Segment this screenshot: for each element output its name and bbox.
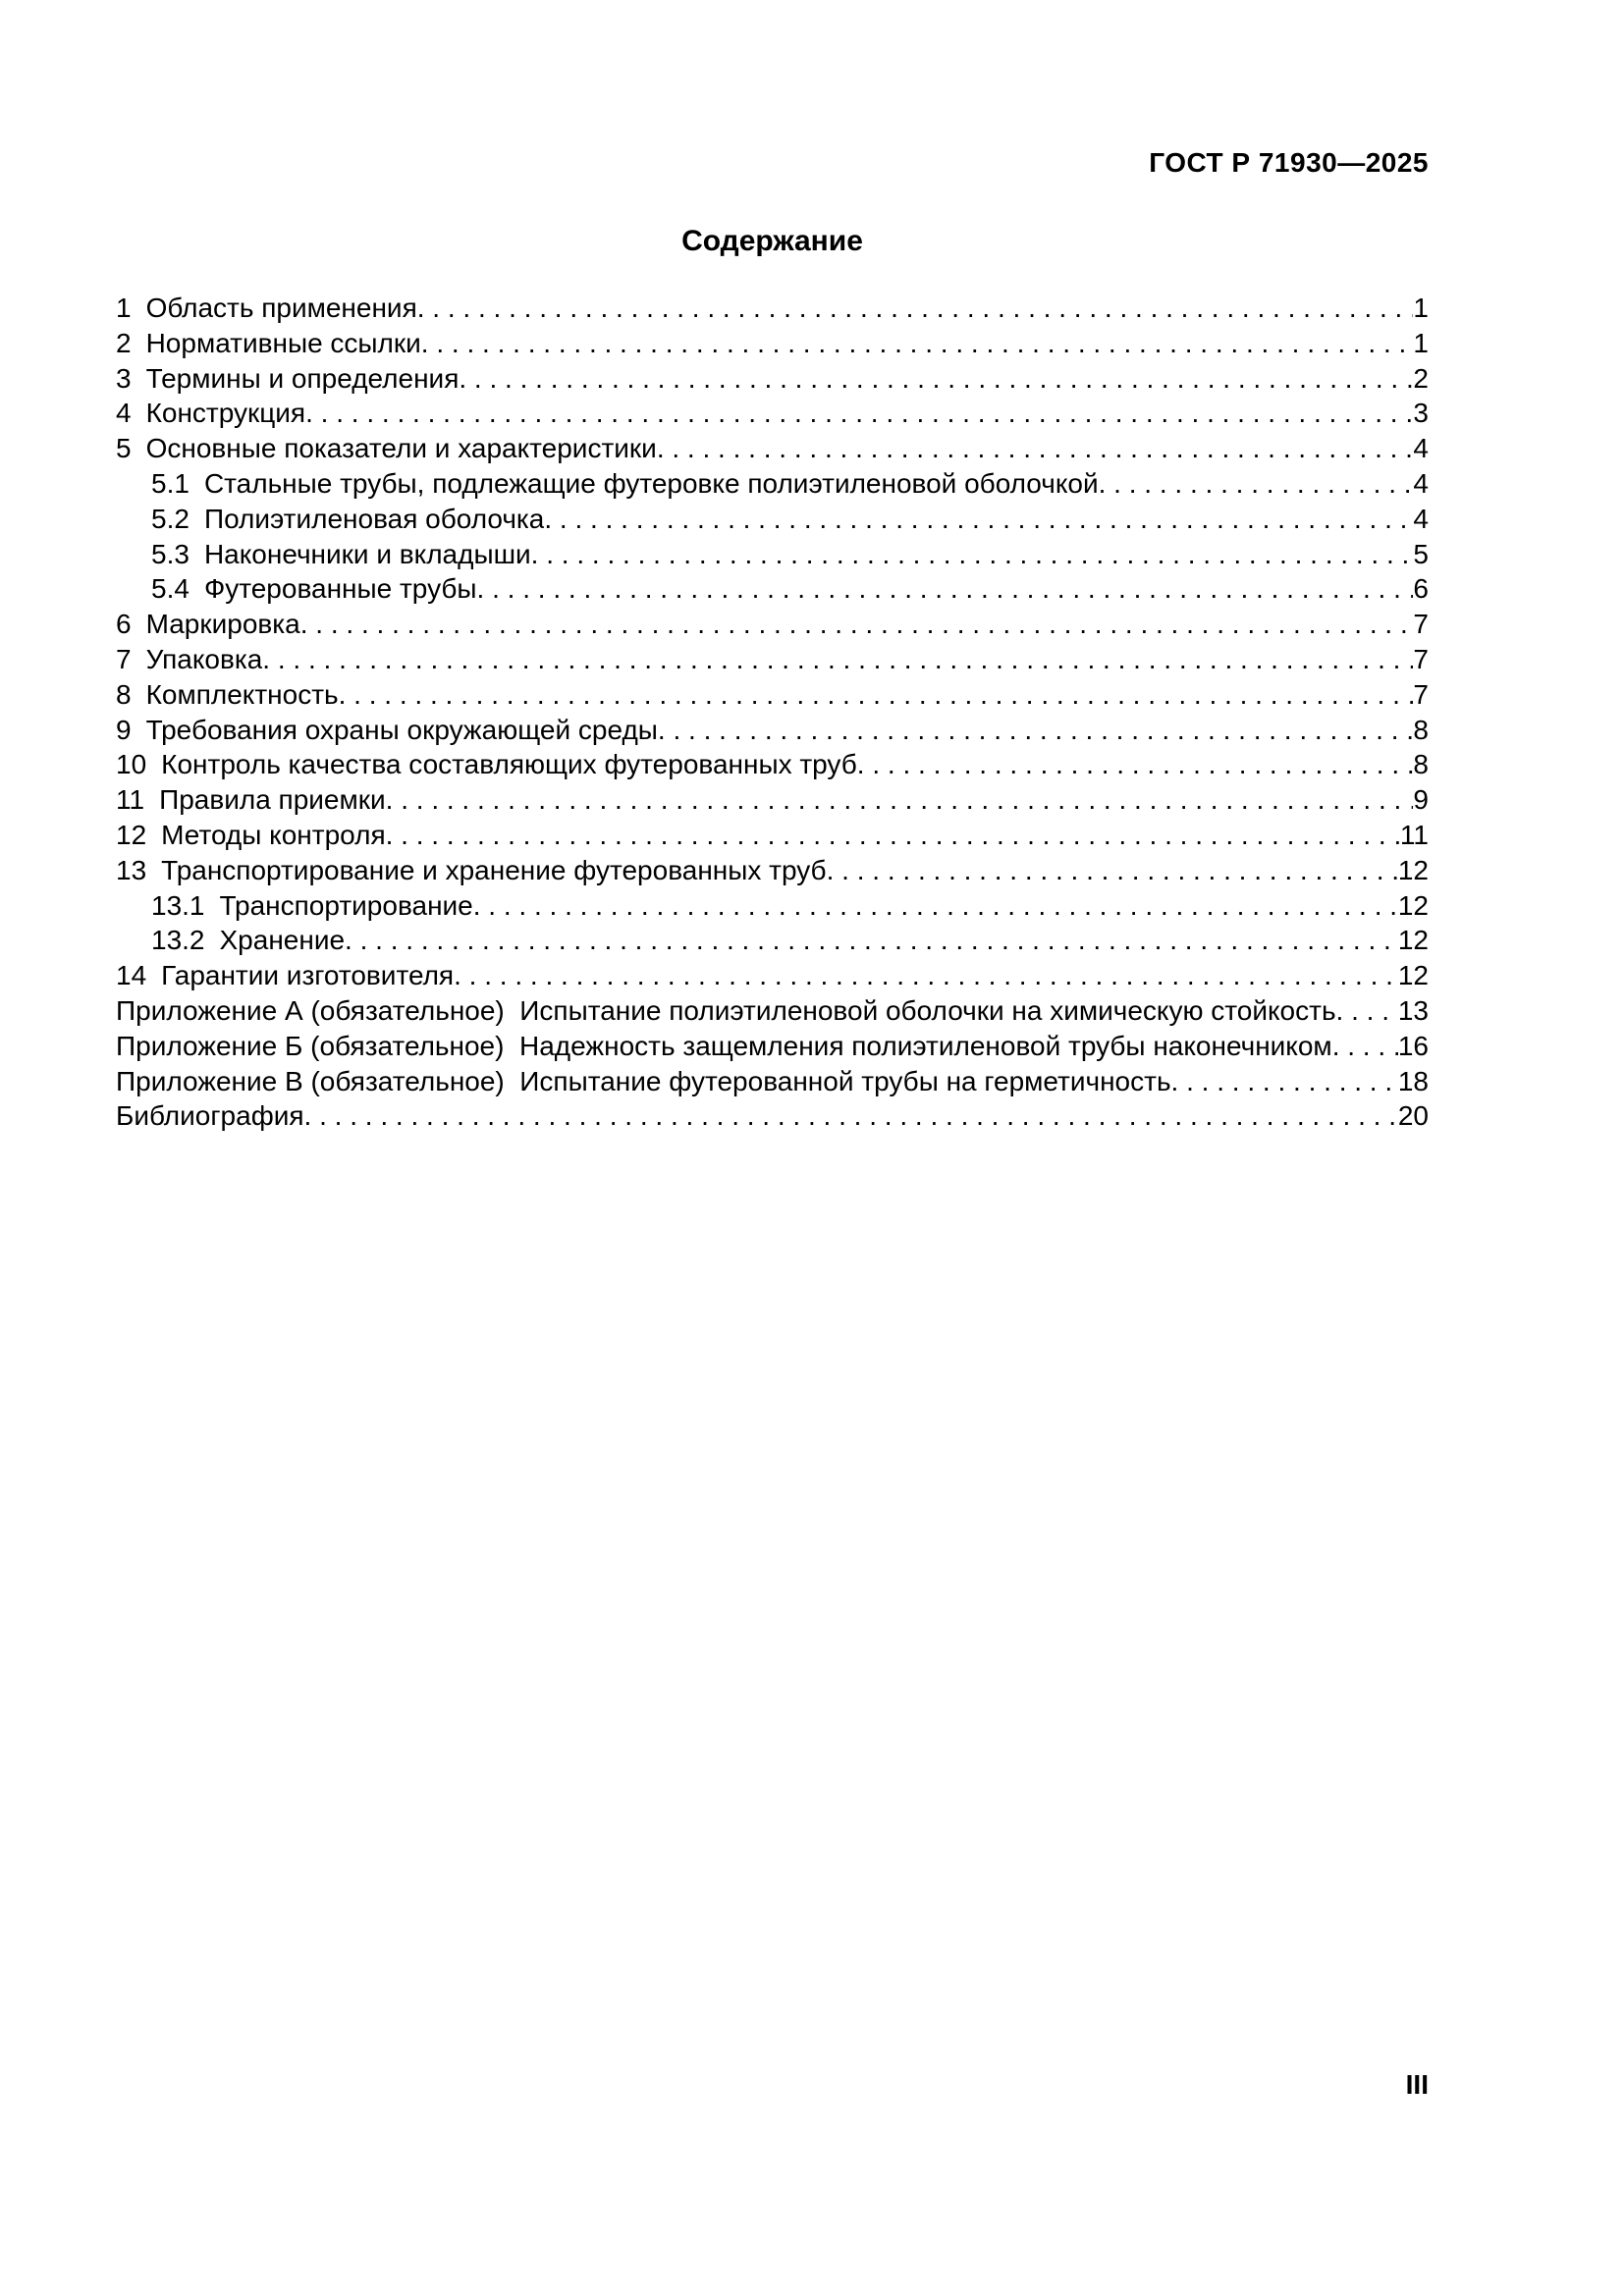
dot-leader	[459, 361, 1413, 397]
toc-entry-number: 5.4	[151, 573, 189, 605]
toc-entry	[116, 466, 1429, 502]
toc-entry-number: 6	[116, 609, 132, 640]
toc-entry	[116, 537, 1429, 572]
toc-entry-number: 1	[116, 293, 132, 323]
toc-entry-label: Термины и определения	[145, 362, 460, 394]
toc-entry-label: Приложение В (обязательное) Испытание футерованной трубы на герметичность	[116, 1065, 1171, 1096]
dot-leader	[386, 818, 1400, 853]
toc-entry-number: 10	[116, 749, 147, 780]
dot-leader	[304, 1098, 1398, 1134]
toc-entry-number: 9	[116, 714, 132, 745]
toc-entry-page: 6	[1413, 573, 1429, 605]
toc-entry-page: 4	[1413, 503, 1429, 534]
toc-entry-label: Хранение	[219, 925, 346, 956]
toc-entry-number: 5.1	[151, 467, 189, 499]
toc-entry	[116, 677, 1429, 713]
toc-entry-label: Контроль качества составляющих футерованных труб	[161, 749, 857, 780]
toc-entry-label: Транспортирование и хранение футерованных труб	[161, 854, 827, 885]
toc-entry-page: 8	[1413, 749, 1429, 780]
toc-entry-label: Правила приемки	[159, 784, 386, 816]
dot-leader	[477, 571, 1414, 607]
toc-entry-label: Требования охраны окружающей среды	[145, 714, 658, 745]
dot-leader	[827, 853, 1398, 888]
toc-entry-page: 1	[1413, 293, 1429, 323]
toc-entry-page: 12	[1397, 960, 1429, 991]
dot-leader	[857, 747, 1414, 782]
toc-entry-number: 8	[116, 678, 132, 710]
dot-leader	[544, 502, 1413, 537]
toc-entry-label: Упаковка	[145, 643, 263, 674]
toc-entry-label: Конструкция	[145, 398, 306, 429]
toc-entry-number: 3	[116, 362, 132, 394]
toc-entry	[116, 396, 1429, 431]
toc-entry-page: 13	[1397, 994, 1429, 1026]
toc-entry-number: 7	[116, 643, 132, 674]
toc-entry	[116, 326, 1429, 361]
toc-entry-page: 12	[1397, 889, 1429, 921]
toc-entry-number: 5	[116, 433, 132, 464]
toc-entry-label: Гарантии изготовителя	[161, 960, 455, 991]
toc-entry	[116, 713, 1429, 748]
toc-entry-page: 4	[1413, 433, 1429, 464]
toc-entry-page: 3	[1413, 398, 1429, 429]
toc-entry	[116, 431, 1429, 466]
dot-leader	[1336, 993, 1398, 1029]
toc-entry-label: Стальные трубы, подлежащие футеровке полиэтиленовой оболочкой	[203, 467, 1099, 499]
toc-entry	[116, 888, 1429, 924]
toc-entry	[116, 993, 1429, 1029]
toc-entry	[116, 291, 1429, 326]
toc-entry	[116, 853, 1429, 888]
toc-entry-label: Комплектность	[145, 678, 339, 710]
toc-entry-label: Футерованные трубы	[203, 573, 477, 605]
toc-entry-label: Библиография	[116, 1100, 304, 1132]
toc-entry-page: 18	[1397, 1065, 1429, 1096]
toc-entry-number: 4	[116, 398, 132, 429]
toc-entry	[116, 1064, 1429, 1099]
toc-entry	[116, 642, 1429, 677]
dot-leader	[473, 888, 1398, 924]
toc-entry-page: 11	[1399, 819, 1429, 850]
toc-entry-label: Нормативные ссылки	[145, 327, 421, 358]
toc-entry	[116, 923, 1429, 958]
document-code: ГОСТ Р 71930—2025	[1149, 147, 1429, 178]
dot-leader	[339, 677, 1414, 713]
toc-entry	[116, 1029, 1429, 1064]
dot-leader	[657, 431, 1414, 466]
toc-entry-number: 13	[116, 854, 147, 885]
toc-entry-page: 7	[1413, 678, 1429, 710]
toc-entry-label: Приложение Б (обязательное) Надежность защемления полиэтиленовой трубы наконечником	[116, 1030, 1332, 1061]
page-title: Содержание	[681, 225, 863, 257]
dot-leader	[454, 958, 1398, 993]
toc-entry-label: Полиэтиленовая оболочка	[203, 503, 545, 534]
dot-leader	[421, 326, 1414, 361]
toc-entry-label: Маркировка	[145, 609, 300, 640]
toc-entry-number: 11	[116, 784, 145, 816]
toc-entry	[116, 747, 1429, 782]
toc-entry-number: 14	[116, 960, 147, 991]
toc-entry-label: Транспортирование	[219, 889, 473, 921]
toc-entry-page: 1	[1413, 327, 1429, 358]
table-of-contents	[116, 291, 1429, 1134]
toc-entry-page: 12	[1397, 854, 1429, 885]
toc-entry-page: 7	[1413, 643, 1429, 674]
toc-entry	[116, 361, 1429, 397]
dot-leader	[345, 923, 1398, 958]
toc-entry-page: 5	[1413, 538, 1429, 569]
toc-entry-label: Основные показатели и характеристики	[145, 433, 657, 464]
dot-leader	[417, 291, 1414, 326]
dot-leader	[658, 713, 1414, 748]
dot-leader	[300, 607, 1414, 642]
toc-entry	[116, 1098, 1429, 1134]
toc-entry-page: 9	[1413, 784, 1429, 816]
dot-leader	[262, 642, 1413, 677]
toc-entry	[116, 502, 1429, 537]
toc-entry	[116, 782, 1429, 818]
toc-entry-number: 5.3	[151, 538, 189, 569]
toc-entry	[116, 818, 1429, 853]
toc-entry	[116, 571, 1429, 607]
toc-entry-page: 16	[1397, 1030, 1429, 1061]
dot-leader	[1099, 466, 1414, 502]
toc-entry-page: 4	[1413, 467, 1429, 499]
toc-entry-number: 13.1	[151, 889, 205, 921]
toc-entry-page: 12	[1397, 925, 1429, 956]
dot-leader	[531, 537, 1414, 572]
toc-entry-page: 8	[1413, 714, 1429, 745]
page-number: III	[1405, 2069, 1429, 2100]
toc-entry	[116, 958, 1429, 993]
toc-entry-page: 7	[1413, 609, 1429, 640]
toc-entry-label: Приложение А (обязательное) Испытание полиэтиленовой оболочки на химическую стойкость	[116, 994, 1336, 1026]
dot-leader	[1332, 1029, 1398, 1064]
toc-entry-number: 2	[116, 327, 132, 358]
toc-entry-number: 13.2	[151, 925, 205, 956]
dot-leader	[1171, 1064, 1398, 1099]
toc-entry-label: Методы контроля	[161, 819, 386, 850]
dot-leader	[305, 396, 1413, 431]
dot-leader	[386, 782, 1414, 818]
toc-entry-number: 12	[116, 819, 147, 850]
toc-entry-label: Область применения	[145, 293, 417, 323]
toc-entry-number: 5.2	[151, 503, 189, 534]
toc-entry-label: Наконечники и вкладыши	[203, 538, 531, 569]
toc-entry-page: 20	[1397, 1100, 1429, 1132]
toc-entry	[116, 607, 1429, 642]
toc-entry-page: 2	[1413, 362, 1429, 394]
